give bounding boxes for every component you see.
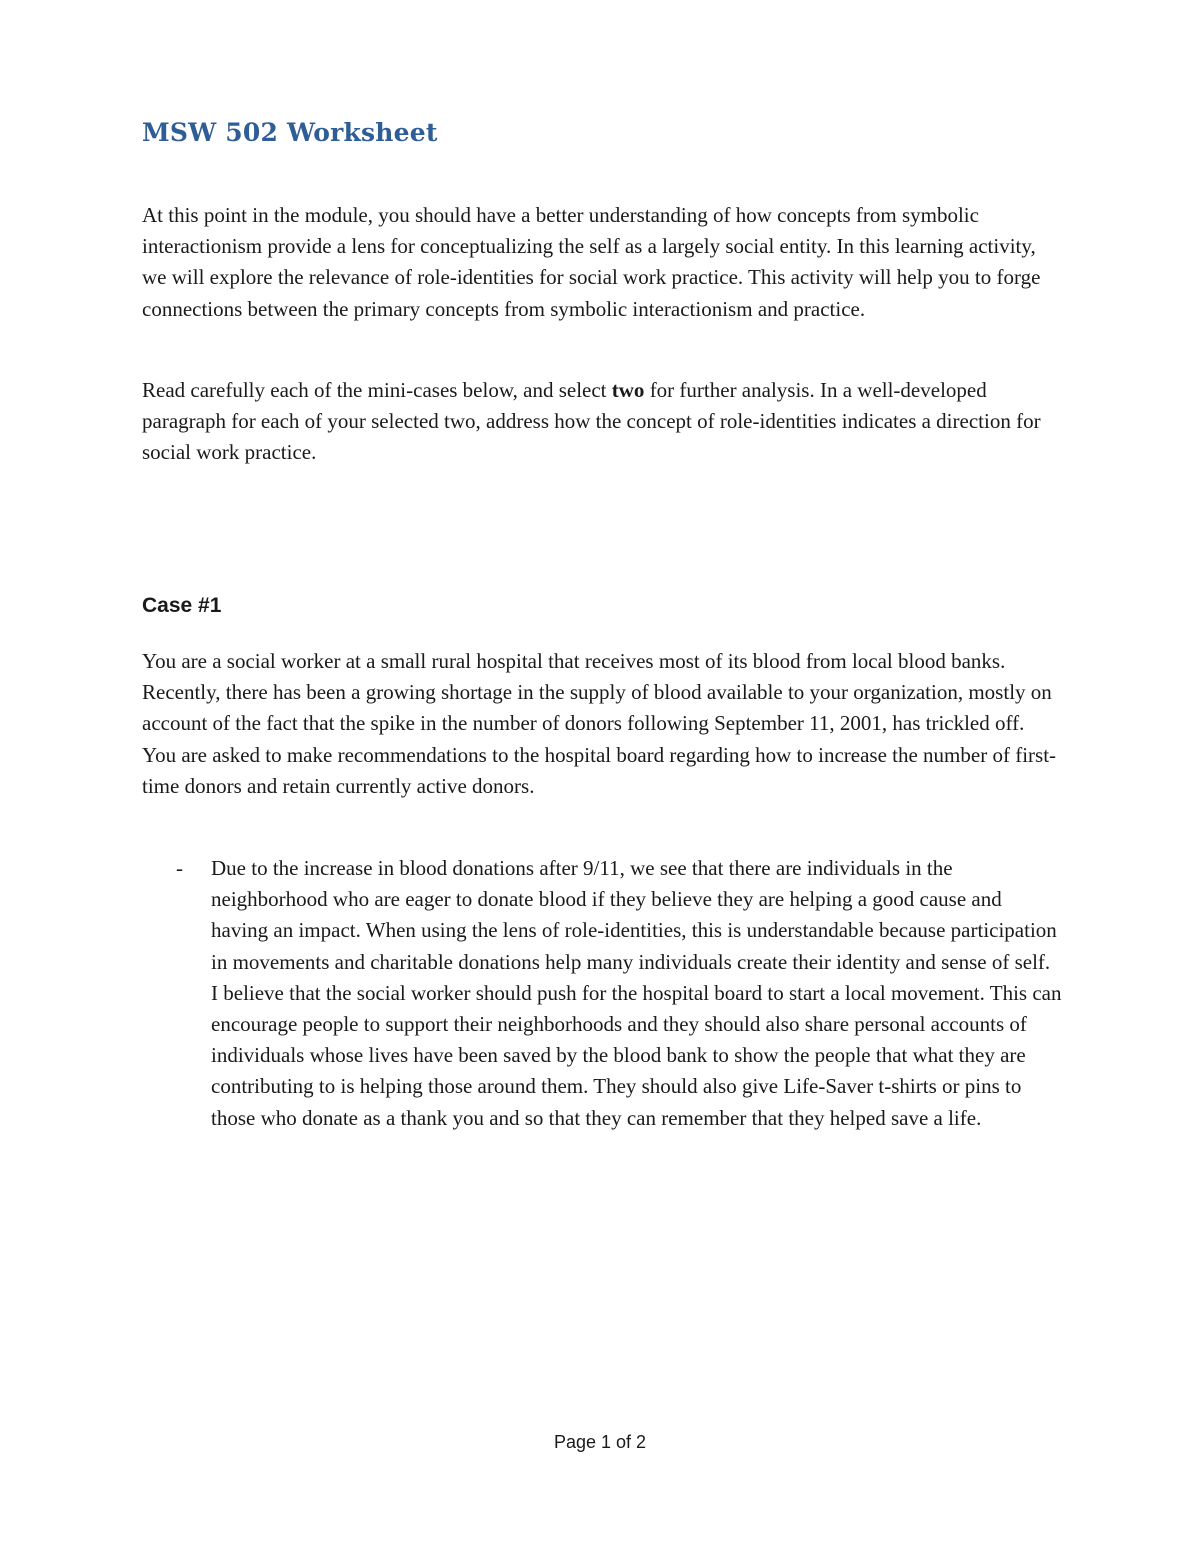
intro-paragraph: At this point in the module, you should have a better understanding of how concepts from symbolic interactionism provide a lens for conceptualizing the self as a largely social entity. In this learning activity, we will explore the relevance of role-identities for social work practice. This activity will help you to forge connections between the primary concepts from symbolic interactionism and practice. — [142, 203, 1041, 321]
case-1-heading: Case #1 — [142, 594, 222, 617]
case-1-response-item — [142, 853, 1062, 1134]
document-title: MSW 502 Worksheet — [142, 118, 438, 147]
case-1-response-text: Due to the increase in blood donations after 9/11, we see that there are individuals in the neighborhood who are eager to donate blood if they believe they are helping a good cause and having an impact. When using the lens of role-identities, this is understandable because participation in movements and charitable donations help many individuals create their identity and sense of self. I believe that the social worker should push for the hospital board to start a local movement. This can encourage people to support their neighborhoods and they should also share personal accounts of individuals whose lives have been saved by the blood bank to show the people that what they are contributing to is helping those around them. They should also give Life-Saver t-shirts or pins to those who donate as a thank you and so that they can remember that they helped save a life. — [211, 856, 1062, 1130]
instructions-paragraph — [142, 375, 1062, 469]
page-footer: Page 1 of 2 — [553, 1432, 647, 1452]
instructions-text-after: for further analysis. In a well-developed paragraph for each of your selected two, address how the concept of role-identities indicates a direction for social work practice. — [142, 378, 1041, 465]
instructions-emphasis: two — [611, 378, 645, 402]
instructions-text-before: Read carefully each of the mini-cases below, and select — [142, 378, 612, 402]
bullet-marker: - — [176, 856, 183, 880]
case-1-body: You are a social worker at a small rural hospital that receives most of its blood from local blood banks. Recently, there has been a growing shortage in the supply of blood available to your organization, mostly on account of the fact that the spike in the number of donors following September 11, 2001, has trickled off. You are asked to make recommendations to the hospital board regarding how to increase the number of first-time donors and retain currently active donors. — [142, 649, 1057, 798]
